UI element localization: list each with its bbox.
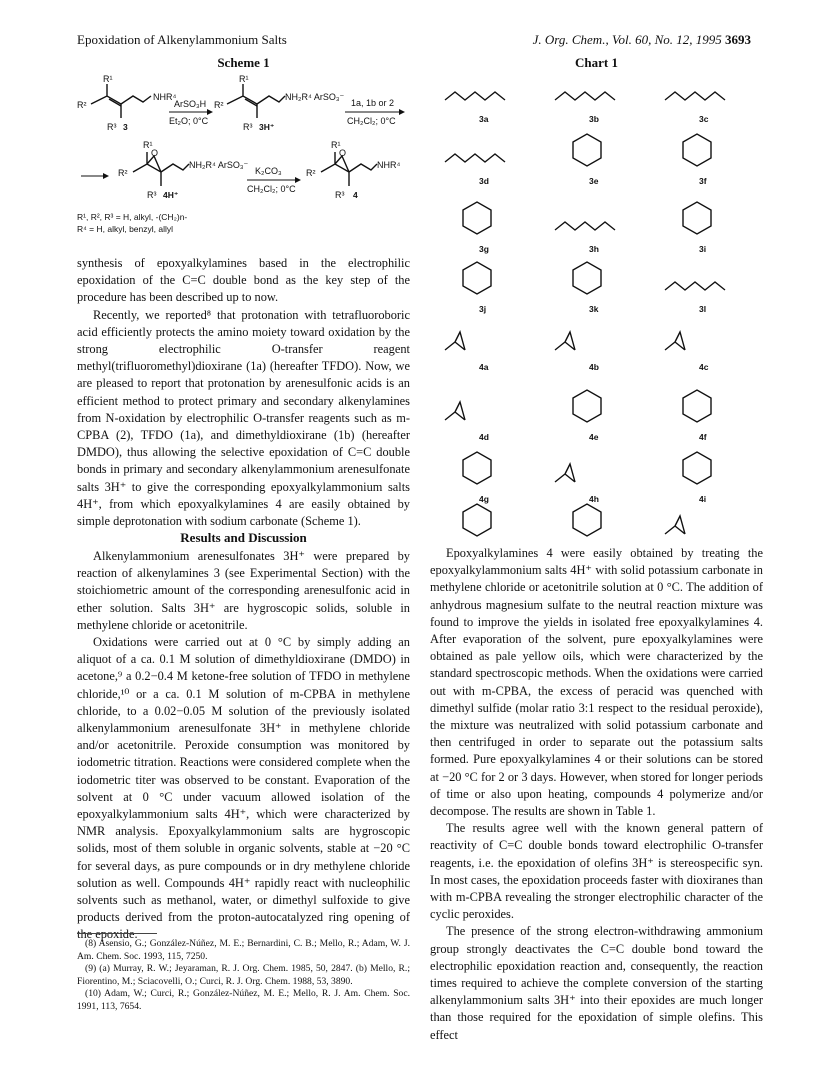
compound-label-3f: 3f [699, 176, 707, 186]
svg-text:R³: R³ [243, 122, 253, 132]
compound-label-4i: 4i [699, 494, 707, 504]
paragraph: The results agree well with the known general pattern of reactivity of C=C double bonds toward electrophilic O-transfer reagents, i.e. the epoxidation of olefins 3H⁺ is stereospecific syn. In most cases, the epoxidation proceeds faster with dioxiranes than with m-CPBA revealing the stronger electrophilic character of the cyclic peroxides. [430, 821, 763, 922]
running-header-title: Epoxidation of Alkenylammonium Salts [77, 32, 287, 47]
paragraph: Alkenylammonium arenesulfonates 3H⁺ were prepared by reaction of alkenylamines 3 (see Experimental Section) with the stoichiometric amount of the corresponding arenesulfonic acid in ether solution. Salts 3H⁺ are hygroscopic solids, soluble in methylene chloride or acetonitrile. [77, 549, 410, 632]
conditions-3: CH₂Cl₂; 0°C [247, 184, 296, 194]
label-compound-4H: 4H⁺ [163, 190, 179, 200]
svg-text:NH₂R⁴ ArSO₃⁻: NH₂R⁴ ArSO₃⁻ [189, 160, 249, 170]
compound-structure-3k [573, 262, 601, 294]
compound-structure-3g [463, 202, 491, 234]
compound-label-4e: 4e [589, 432, 599, 442]
compound-structure-3j [463, 262, 491, 294]
journal-name: J. Org. Chem., [532, 32, 609, 47]
compound-label-4h: 4h [589, 494, 599, 504]
paragraph: synthesis of epoxyalkylamines based in the electrophilic epoxidation of the C=C double bond as the key step of the procedure has been described up to now. [77, 256, 410, 305]
compound-label-3l: 3l [699, 304, 707, 314]
paragraph: Recently, we reported⁸ that protonation with tetrafluoroboric acid efficiently protects the amino moiety toward oxidation by the strong electrophilic O-transfer reagent methyl(trifluoromethyl)dioxirane (1a) (hereafter TFDO). Now, we are pleased to report that protonation by arenesulfonic acids is an efficient method to protect primary and secondary alkenylamines from N-oxidation by electrophilic O-transfer reagents such as m-CPBA (2), TFDO (1a), and dimethyldioxirane (1b) (hereafter DMDO), thus allowing the selective epoxidation of C=C double bonds in primary and secondary alkenylammonium arenesulfonate salts 3H⁺ to give the corresponding epoxyalkylammonium salts 4H⁺, from which epoxyalkylamines 4 are easily obtained by simple deprotonation with sodium carbonate (Scheme 1). [77, 307, 410, 529]
label-compound-4: 4 [353, 190, 358, 200]
footnote: (8) Asensio, G.; González-Núñez, M. E.; Bernardini, C. B.; Mello, R.; Adam, W. J. Am. Chem. Soc. 1993, 115, 7250. [77, 938, 410, 962]
svg-text:NHR⁴: NHR⁴ [153, 92, 177, 102]
compound-label-4g: 4g [479, 494, 489, 504]
conditions-2: CH₂Cl₂; 0°C [347, 116, 396, 126]
compound-structure-4h [555, 464, 575, 482]
svg-text:NHR⁴: NHR⁴ [377, 160, 401, 170]
compound-structure-4a [445, 332, 465, 350]
results-text [77, 548, 410, 944]
scheme-legend-r123: R¹, R², R³ = H, alkyl, -(CH₂)n- [77, 212, 188, 222]
compound-label-3b: 3b [589, 114, 599, 124]
compound-structure-4d [445, 402, 465, 420]
svg-text:NH₂R⁴ ArSO₃⁻: NH₂R⁴ ArSO₃⁻ [285, 92, 345, 102]
compound-label-4f: 4f [699, 432, 707, 442]
compound-label-3g: 3g [479, 244, 489, 254]
compound-structure-4l [665, 516, 685, 534]
paragraph: Oxidations were carried out at 0 °C by simply adding an aliquot of a ca. 0.1 M solution of dimethyldioxirane (DMDO) in acetone,⁹ a 0.2−0.4 M ketone-free solution of TFDO in methylene chloride,¹⁰ or a ca. 0.1 M solution of m-CPBA in methylene chloride, to a 0.02−0.05 M solution of the previously isolated alkenylammonium arenesulfonate 3H⁺ in methylene chloride and/or acetonitrile. Peroxide consumption was monitored by iodometric titration. Reactions were considered complete when the iodometric titer was observed to be constant. Evaporation of the solvent at 0 °C under vacuum allowed isolation of the epoxyalkylammonium salts 4H⁺, which were characterized by NMR analysis. Epoxyalkylammonium salts are hygroscopic solids, most of them soluble in organic solvents, stable at −20 °C for several days, as pure compounds or in dry methylene chloride solution as well. Compounds 4H⁺ rapidly react with nucleophilic solvents such as methanol, water, or dimethyl sulfoxide to give products derived from the proton-autocatalyzed ring opening of the epoxide. [77, 635, 410, 942]
compound-structure-3f [683, 134, 711, 166]
compound-structure-3a [445, 92, 505, 100]
journal-volume: Vol. 60, No. 12, 1995 [611, 32, 722, 47]
svg-text:O: O [151, 148, 159, 158]
svg-text:R²: R² [214, 100, 224, 110]
compound-label-3c: 3c [699, 114, 709, 124]
compound-label-4a: 4a [479, 362, 489, 372]
reagent-k2co3: K₂CO₃ [255, 166, 282, 176]
scheme-title: Scheme 1 [217, 55, 270, 70]
svg-text:R²: R² [306, 168, 316, 178]
footnote: (10) Adam, W.; Curci, R.; González-Núñez, M. E.; Mello, R. J. Am. Chem. Soc. 1991, 113, 7654. [77, 988, 410, 1012]
svg-text:R²: R² [118, 168, 128, 178]
compound-label-3j: 3j [479, 304, 487, 314]
compound-structure-3b [555, 92, 615, 100]
chart-1-figure [430, 72, 763, 544]
compound-structure-3i [683, 202, 711, 234]
footnote-rule [77, 933, 157, 934]
compound-structure-4b [555, 332, 575, 350]
compound-label-3k: 3k [589, 304, 599, 314]
compound-structure-4j [463, 504, 491, 536]
svg-text:R²: R² [77, 100, 87, 110]
footnotes [77, 938, 410, 1013]
footnote: (9) (a) Murray, R. W.; Jeyaraman, R. J. Org. Chem. 1985, 50, 2847. (b) Mello, R.; Fiorentino, M.; Sciacovelli, O.; Curci, R. J. Org. Chem. 1988, 53, 3890. [77, 963, 410, 987]
compound-structure-3e [573, 134, 601, 166]
svg-text:R¹: R¹ [331, 140, 341, 150]
compound-label-4b: 4b [589, 362, 599, 372]
structure-4 [321, 152, 377, 186]
compound-label-3h: 3h [589, 244, 599, 254]
svg-text:R³: R³ [107, 122, 117, 132]
compound-structure-3h [555, 222, 615, 230]
label-compound-3: 3 [123, 122, 128, 132]
discussion-text [430, 545, 763, 1044]
compound-structure-4f [683, 390, 711, 422]
compound-structure-4k [573, 504, 601, 536]
intro-text [77, 255, 410, 530]
running-header-citation [533, 32, 751, 48]
svg-text:R¹: R¹ [103, 74, 113, 84]
paragraph: Epoxyalkylamines 4 were easily obtained by treating the epoxyalkylammonium salts 4H⁺ with solid potassium carbonate in methylene chloride or acetonitrile solution at 0 °C. The addition of anhydrous magnesium sulfate to the neutral reaction mixture was found to improve the yields in isolated free epoxyalkylamines 4. After evaporation of the solvent, pure epoxyalkylamines were obtained as pale yellow oils, which were characterized by the standard spectroscopic methods. When the oxidations were carried out with m-CPBA, the excess of peracid was quenched with dimethyl sulfide (molar ratio 3:1 respect to the residual peroxide), the mixture was neutralized with solid potassium carbonate and then centrifuged in order to separate out the potassium salts formed. Pure epoxyalkylamines 4 or their solutions can be stored at −20 °C for 2 or 3 days. However, when stored for longer periods of time or also upon heating, compounds 4 polymerize and/or decompose. The results are shown in Table 1. [430, 546, 763, 819]
structure-3H [227, 84, 285, 118]
svg-text:R¹: R¹ [143, 140, 153, 150]
compound-structure-4i [683, 452, 711, 484]
chart-title: Chart 1 [575, 55, 618, 70]
structure-3 [91, 84, 151, 118]
compound-label-3i: 3i [699, 244, 707, 254]
compound-structure-3l [665, 282, 725, 290]
structure-4H [133, 152, 189, 186]
svg-text:R¹: R¹ [239, 74, 249, 84]
compound-structure-4e [573, 390, 601, 422]
compound-structure-3d [445, 154, 505, 162]
paragraph: The presence of the strong electron-withdrawing ammonium group strongly deactivates the C=C double bond toward the electrophilic epoxidation reaction and, consequently, the reaction times required to achieve the complete conversion of the starting alkenylammonium salts 3H⁺ into their epoxides are much longer than those required for the epoxidation of simple olefins. This effect [430, 924, 763, 1042]
compound-structure-4g [463, 452, 491, 484]
reagent-arso3h: ArSO₃H [174, 99, 207, 109]
section-heading: Results and Discussion [180, 530, 307, 545]
page-number: 3693 [725, 32, 751, 47]
compound-structure-3c [665, 92, 725, 100]
scheme-1-figure [77, 72, 410, 242]
compound-structure-4c [665, 332, 685, 350]
label-compound-3H: 3H⁺ [259, 122, 275, 132]
svg-text:R³: R³ [335, 190, 345, 200]
compound-label-3a: 3a [479, 114, 489, 124]
scheme-legend-r4: R⁴ = H, alkyl, benzyl, allyl [77, 224, 174, 234]
compound-label-3d: 3d [479, 176, 489, 186]
compound-label-3e: 3e [589, 176, 599, 186]
compound-label-4c: 4c [699, 362, 709, 372]
svg-text:O: O [339, 148, 347, 158]
compound-label-4d: 4d [479, 432, 489, 442]
reagent-oxidant: 1a, 1b or 2 [351, 98, 395, 108]
svg-text:R³: R³ [147, 190, 157, 200]
conditions-1: Et₂O; 0°C [169, 116, 209, 126]
